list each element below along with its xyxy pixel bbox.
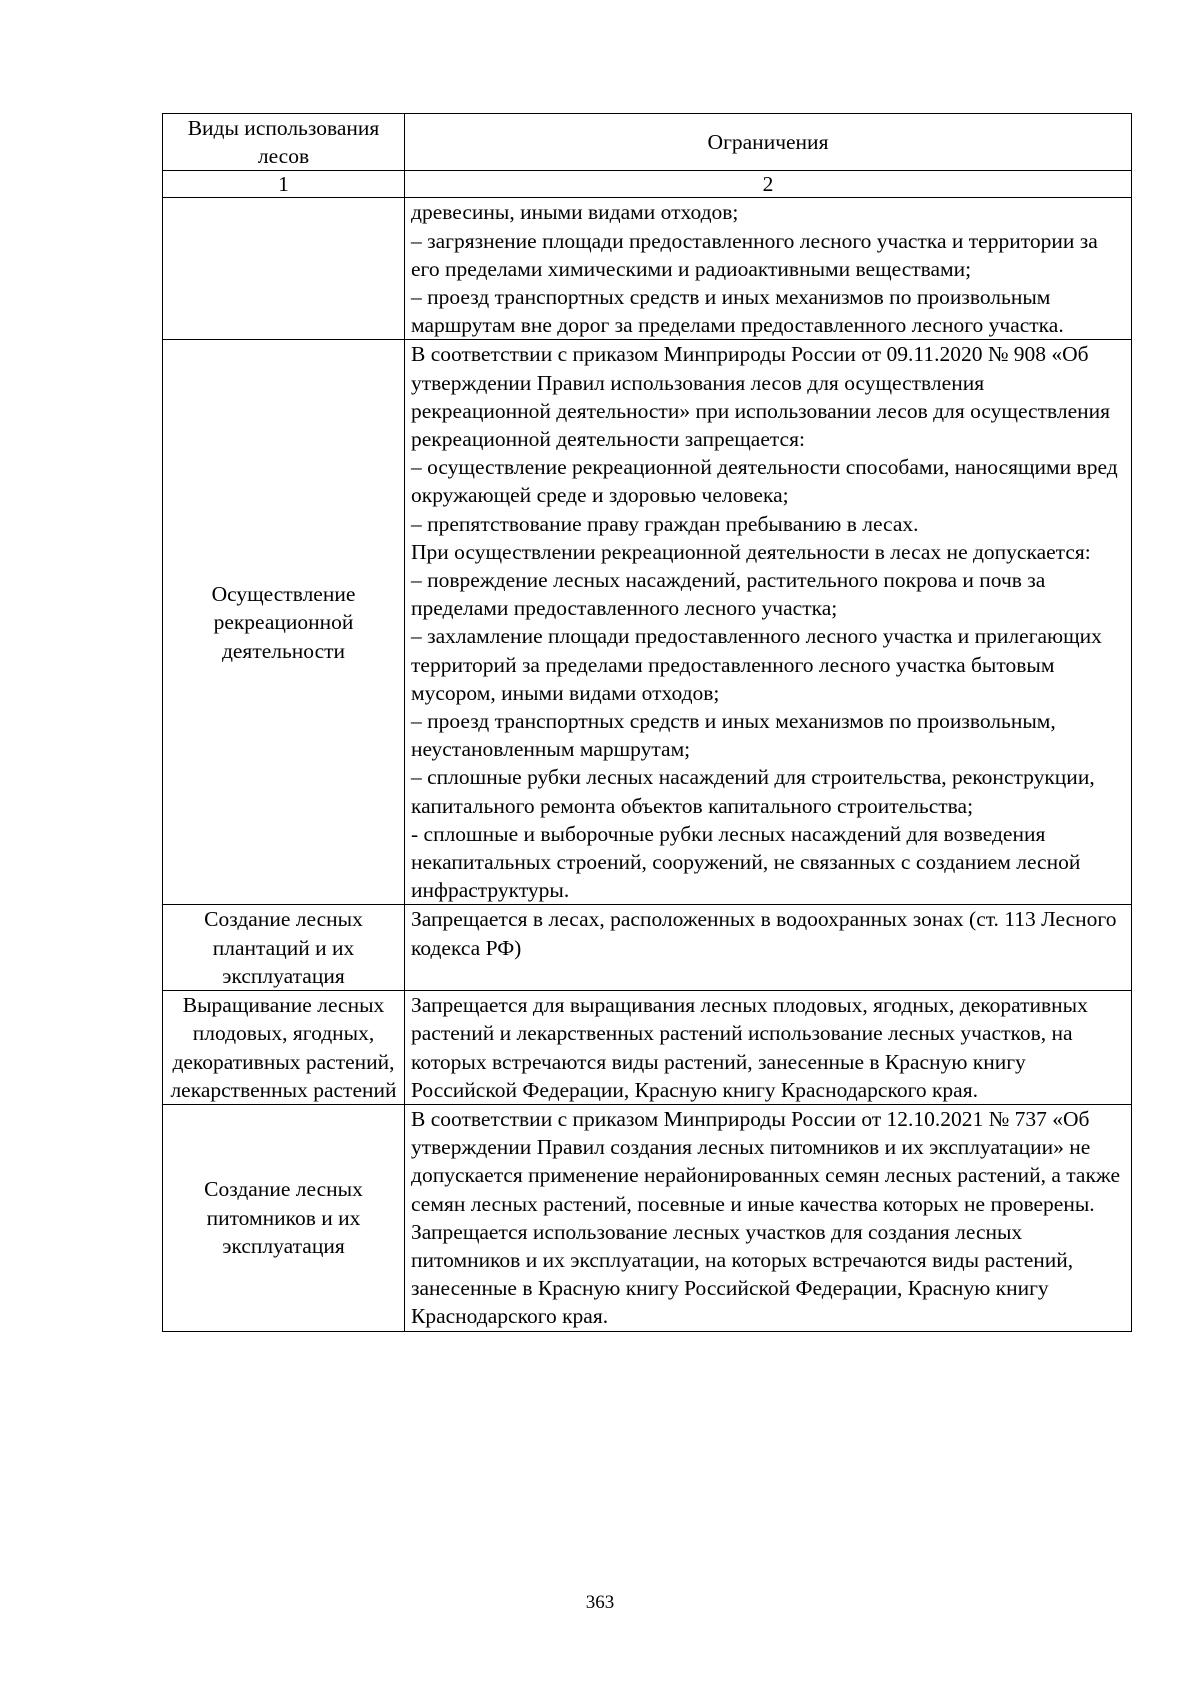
- forest-use-type-cell: Создание лесных питомников и их эксплуатация: [163, 1104, 405, 1331]
- column-number-1: 1: [163, 171, 405, 198]
- header-forest-use-types: Виды использования лесов: [163, 114, 405, 171]
- restriction-paragraph: – осуществление рекреационной деятельности способами, наносящими вред окружающей среде и здоровью человека;: [411, 455, 1118, 508]
- restriction-paragraph: В соответствии с приказом Минприроды России от 12.10.2021 № 737 «Об утверждении Правил создания лесных питомников и их эксплуатации» не допускается применение нерайонированных семян лесных растений, а также семян лесных растений, посевные и иные качества которых не проверены.: [411, 1106, 1121, 1216]
- restriction-cell: [405, 198, 1132, 340]
- restriction-paragraph: В соответствии с приказом Минприроды России от 09.11.2020 № 908 «Об утверждении Правил использования лесов для осуществления рекреационной деятельности» при использовании лесов для осуществления рекреационной деятельности запрещается:: [411, 342, 1111, 452]
- restriction-paragraph: Запрещается использование лесных участков для создания лесных питомников и их эксплуатации, на которых встречаются виды растений, занесенные в Красную книгу Российской Федерации, Красную книгу Краснодарского края.: [411, 1219, 1074, 1329]
- forest-use-type-cell: Выращивание лесных плодовых, ягодных, декоративных растений, лекарственных растений: [163, 991, 405, 1105]
- table-row: [163, 340, 1132, 905]
- restriction-paragraph: - сплошные и выборочные рубки лесных насаждений для возведения некапитальных строений, сооружений, не связанных с созданием лесной инфраструктуры.: [411, 821, 1081, 903]
- table-row: [163, 1104, 1132, 1331]
- restriction-paragraph: – проезд транспортных средств и иных механизмов по произвольным маршрутам вне дорог за пределами предоставленного лесного участка.: [411, 285, 1064, 338]
- page-number: 363: [585, 1592, 615, 1613]
- forest-use-type-cell: Создание лесных плантаций и их эксплуатация: [163, 905, 405, 991]
- restriction-paragraph: – сплошные рубки лесных насаждений для строительства, реконструкции, капитального ремонта объектов капитального строительства;: [411, 765, 1095, 818]
- column-number-row: [163, 171, 1132, 198]
- restriction-paragraph: – захламление площади предоставленного лесного участка и прилегающих территорий за пределами предоставленного лесного участка бытовым мусором, иными видами отходов;: [411, 624, 1102, 705]
- restriction-cell: [405, 1104, 1132, 1331]
- restriction-paragraph: – загрязнение площади предоставленного лесного участка и территории за его пределами химическими и радиоактивными веществами;: [411, 228, 1098, 281]
- restriction-cell: [405, 991, 1132, 1105]
- header-restrictions: Ограничения: [405, 114, 1132, 171]
- restriction-paragraph: Запрещается в лесах, расположенных в водоохранных зонах (ст. 113 Лесного кодекса РФ): [411, 907, 1117, 960]
- restriction-cell: [405, 340, 1132, 905]
- restriction-paragraph: – препятствование праву граждан пребыванию в лесах.: [411, 511, 919, 536]
- table-row: [163, 991, 1132, 1105]
- forest-use-type-cell: [163, 198, 405, 340]
- restriction-paragraph: – проезд транспортных средств и иных механизмов по произвольным, неустановленным маршрутам;: [411, 709, 1056, 762]
- column-number-2: 2: [405, 171, 1132, 198]
- restriction-cell: [405, 905, 1132, 991]
- restriction-paragraph: древесины, иными видами отходов;: [411, 200, 739, 225]
- restriction-paragraph: – повреждение лесных насаждений, растительного покрова и почв за пределами предоставленного лесного участка;: [411, 568, 1046, 621]
- restrictions-table: [162, 113, 1132, 1332]
- table-row: [163, 905, 1132, 991]
- table-header-row: [163, 114, 1132, 171]
- restriction-paragraph: Запрещается для выращивания лесных плодовых, ягодных, декоративных растений и лекарственных растений использование лесных участков, на которых встречаются виды растений, занесенные в Красную книгу Российской Федерации, Красную книгу Краснодарского края.: [411, 993, 1088, 1102]
- restriction-paragraph: При осуществлении рекреационной деятельности в лесах не допускается:: [411, 539, 1091, 564]
- table-row: [163, 198, 1132, 340]
- forest-use-type-cell: Осуществление рекреационной деятельности: [163, 340, 405, 905]
